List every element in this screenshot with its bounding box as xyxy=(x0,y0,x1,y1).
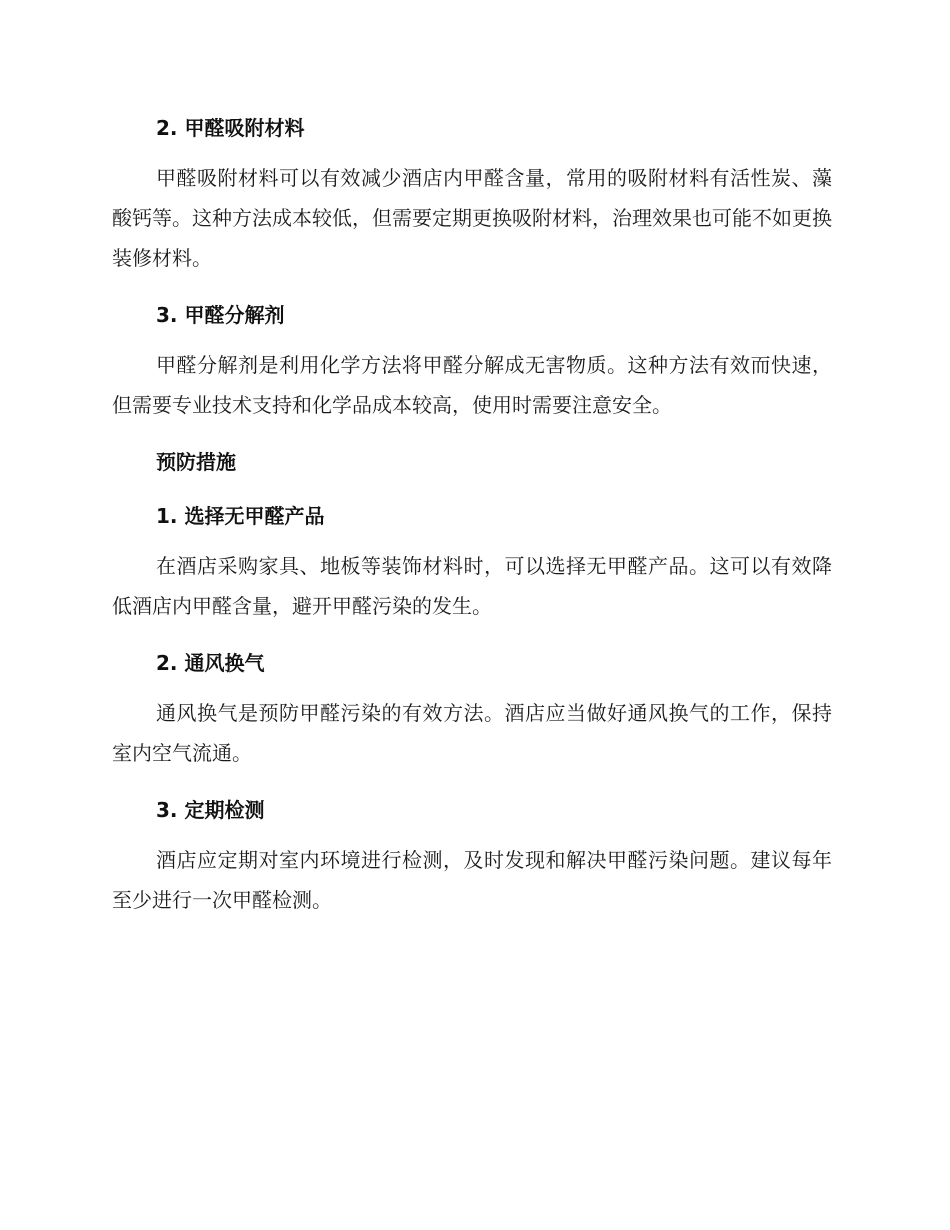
section-heading-prevention: 预防措施 xyxy=(156,450,236,474)
document-body xyxy=(112,111,832,920)
section-paragraph-ventilation: 通风换气是预防甲醛污染的有效方法。酒店应当做好通风换气的工作，保持室内空气流通。 xyxy=(112,701,832,765)
section-heading-formaldehyde-free: 1. 选择无甲醛产品 xyxy=(156,504,325,528)
section-paragraph-decomposer: 甲醛分解剂是利用化学方法将甲醛分解成无害物质。这种方法有效而快速，但需要专业技术支持和化学品成本较高，使用时需要注意安全。 xyxy=(112,353,832,417)
section-heading-adsorbent: 2. 甲醛吸附材料 xyxy=(156,116,305,140)
section-heading-decomposer: 3. 甲醛分解剂 xyxy=(156,303,285,327)
section-heading-testing: 3. 定期检测 xyxy=(156,798,265,822)
section-paragraph-formaldehyde-free: 在酒店采购家具、地板等装饰材料时，可以选择无甲醛产品。这可以有效降低酒店内甲醛含量，避开甲醛污染的发生。 xyxy=(112,554,832,618)
section-paragraph-testing: 酒店应定期对室内环境进行检测，及时发现和解决甲醛污染问题。建议每年至少进行一次甲醛检测。 xyxy=(112,848,832,912)
section-paragraph-adsorbent: 甲醛吸附材料可以有效减少酒店内甲醛含量，常用的吸附材料有活性炭、藻酸钙等。这种方法成本较低，但需要定期更换吸附材料，治理效果也可能不如更换装修材料。 xyxy=(112,166,832,270)
section-heading-ventilation: 2. 通风换气 xyxy=(156,651,265,675)
